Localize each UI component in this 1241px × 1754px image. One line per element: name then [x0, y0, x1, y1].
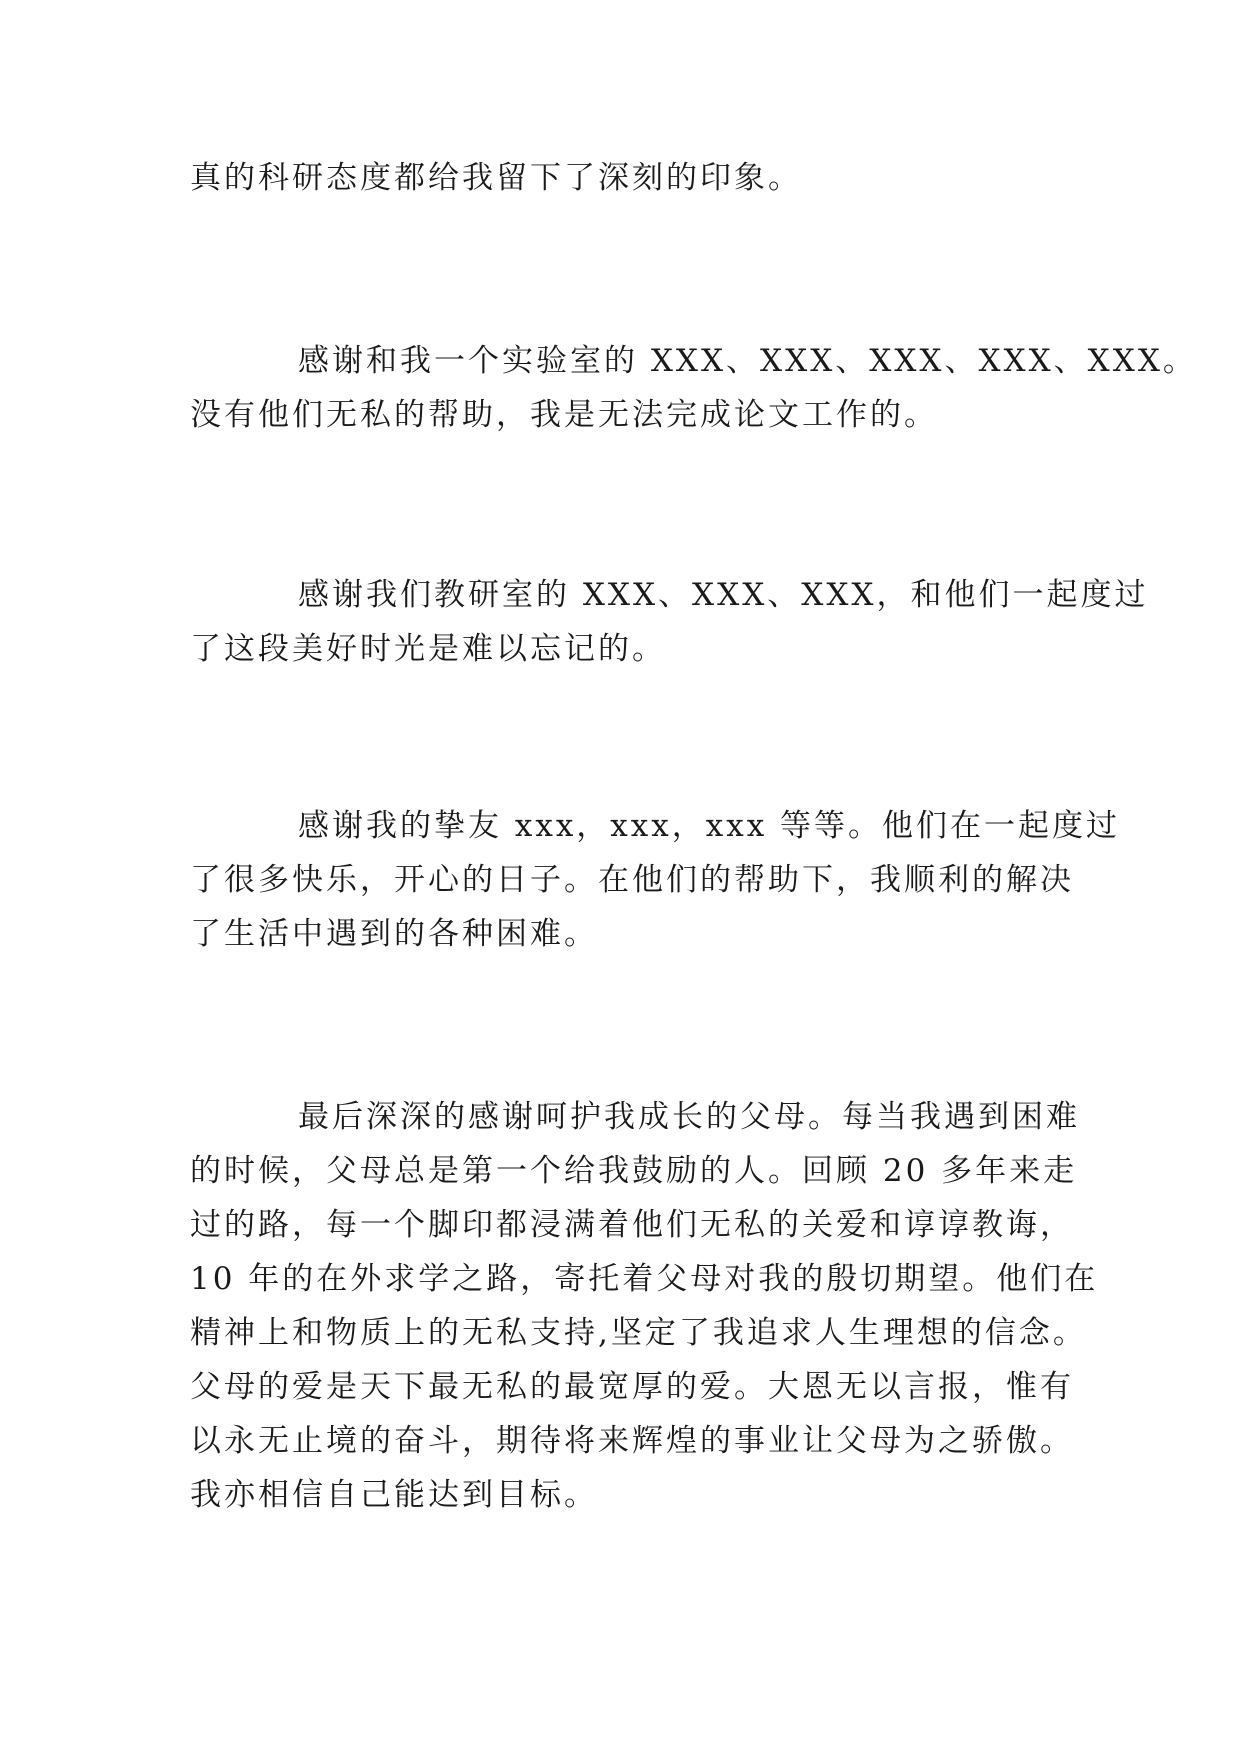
paragraph-4-line-2: 了很多快乐，开心的日子。在他们的帮助下，我顺利的解决 — [190, 862, 1074, 898]
paragraph-2-line-1: 感谢和我一个实验室的 XXX、XXX、XXX、XXX、XXX。 — [298, 343, 1197, 379]
paragraph-5-line-3: 过的路，每一个脚印都浸满着他们无私的关爱和谆谆教诲， — [190, 1207, 1074, 1243]
paragraph-5-line-2: 的时候，父母总是第一个给我鼓励的人。回顾 20 多年来走 — [190, 1153, 1078, 1189]
paragraph-1-line-1: 真的科研态度都给我留下了深刻的印象。 — [190, 160, 802, 196]
paragraph-2-line-2: 没有他们无私的帮助，我是无法完成论文工作的。 — [190, 397, 938, 433]
paragraph-4-line-1: 感谢我的挚友 xxx，xxx，xxx 等等。他们在一起度过 — [298, 808, 1121, 844]
paragraph-5-line-7: 以永无止境的奋斗，期待将来辉煌的事业让父母为之骄傲。 — [190, 1423, 1074, 1459]
paragraph-5-line-6: 父母的爱是天下最无私的最宽厚的爱。大恩无以言报，惟有 — [190, 1369, 1074, 1405]
paragraph-5-line-1: 最后深深的感谢呵护我成长的父母。每当我遇到困难 — [298, 1099, 1080, 1135]
paragraph-5-line-4: 10 年的在外求学之路，寄托着父母对我的殷切期望。他们在 — [190, 1261, 1099, 1297]
paragraph-4-line-3: 了生活中遇到的各种困难。 — [190, 916, 598, 952]
paragraph-3-line-2: 了这段美好时光是难以忘记的。 — [190, 631, 666, 667]
paragraph-5-line-8: 我亦相信自己能达到目标。 — [190, 1477, 598, 1513]
paragraph-3-line-1: 感谢我们教研室的 XXX、XXX、XXX，和他们一起度过 — [298, 577, 1149, 613]
paragraph-5-line-5: 精神上和物质上的无私支持,坚定了我追求人生理想的信念。 — [190, 1315, 1087, 1351]
